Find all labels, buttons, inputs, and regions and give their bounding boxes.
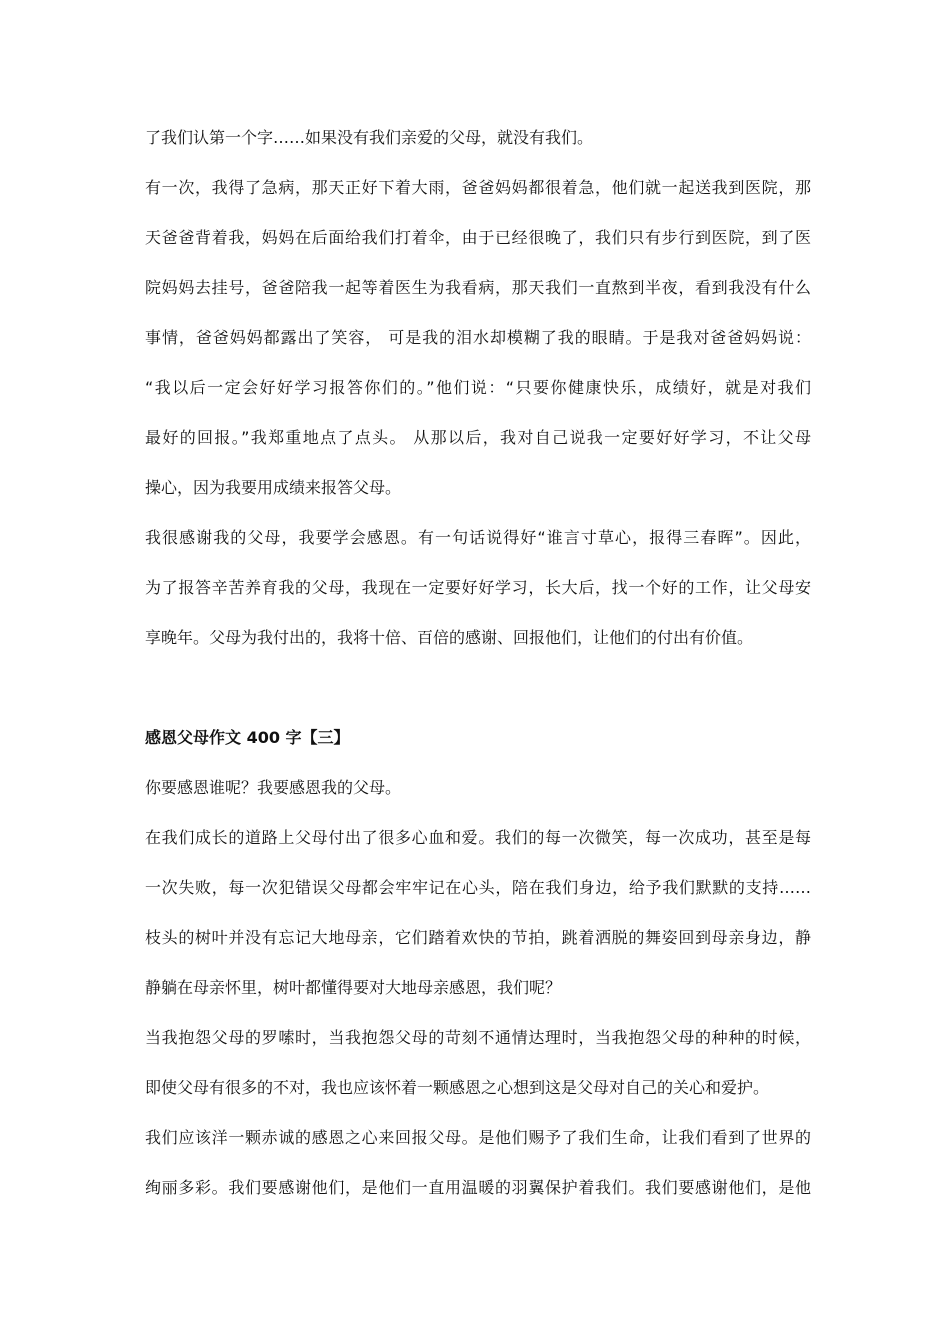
paragraph-3-line-2: 为了报答辛苦养育我的父母，我现在一定要好好学习，长大后，找一个好的工作，让父母安 [145, 578, 811, 597]
paragraph-7-line-2: 绚丽多彩。我们要感谢他们，是他们一直用温暖的羽翼保护着我们。我们要感谢他们，是他 [145, 1178, 811, 1197]
paragraph-5-line-4: 静躺在母亲怀里，树叶都懂得要对大地母亲感恩，我们呢？ [145, 978, 562, 997]
paragraph-2-line-4: 事情，爸爸妈妈都露出了笑容， 可是我的泪水却模糊了我的眼睛。于是我对爸爸妈妈说： [145, 328, 811, 347]
paragraph-2-line-3: 院妈妈去挂号，爸爸陪我一起等着医生为我看病，那天我们一直熬到半夜，看到我没有什么 [145, 278, 811, 297]
paragraph-2-line-1: 有一次，我得了急病，那天正好下着大雨，爸爸妈妈都很着急，他们就一起送我到医院，那 [145, 178, 811, 197]
paragraph-5-line-3: 枝头的树叶并没有忘记大地母亲，它们踏着欢快的节拍，跳着洒脱的舞姿回到母亲身边，静 [145, 928, 811, 947]
paragraph-1-line-1: 了我们认第一个字……如果没有我们亲爱的父母，就没有我们。 [145, 128, 594, 147]
paragraph-2-line-6: 最好的回报。”我郑重地点了点头。 从那以后，我对自己说我一定要好好学习，不让父母 [145, 428, 811, 447]
paragraph-6-line-1: 当我抱怨父母的罗嗦时，当我抱怨父母的苛刻不通情达理时，当我抱怨父母的种种的时候， [145, 1028, 811, 1047]
paragraph-6-line-2: 即使父母有很多的不对，我也应该怀着一颗感恩之心想到这是父母对自己的关心和爱护。 [145, 1078, 770, 1097]
section-spacer [145, 663, 811, 713]
paragraph-7-line-1: 我们应该洋一颗赤诚的感恩之心来回报父母。是他们赐予了我们生命，让我们看到了世界的 [145, 1128, 811, 1147]
paragraph-5-line-2: 一次失败，每一次犯错误父母都会牢牢记在心头，陪在我们身边，给予我们默默的支持…… [145, 878, 811, 897]
document-body [145, 113, 811, 1213]
paragraph-3-line-1: 我很感谢我的父母，我要学会感恩。有一句话说得好“谁言寸草心，报得三春晖”。因此， [145, 528, 811, 547]
paragraph-4-line-1: 你要感恩谁呢？我要感恩我的父母。 [145, 778, 402, 797]
paragraph-2-line-5: “我以后一定会好好学习报答你们的。”他们说：“只要你健康快乐，成绩好，就是对我们 [145, 378, 811, 397]
paragraph-3-line-3: 享晚年。父母为我付出的，我将十倍、百倍的感谢、回报他们，让他们的付出有价值。 [145, 628, 754, 647]
paragraph-2-line-7: 操心，因为我要用成绩来报答父母。 [145, 478, 402, 497]
section-heading: 感恩父母作文 400 字【三】 [145, 728, 350, 747]
paragraph-2-line-2: 天爸爸背着我，妈妈在后面给我们打着伞，由于已经很晚了，我们只有步行到医院，到了医 [145, 228, 811, 247]
paragraph-5-line-1: 在我们成长的道路上父母付出了很多心血和爱。我们的每一次微笑，每一次成功，甚至是每 [145, 828, 811, 847]
